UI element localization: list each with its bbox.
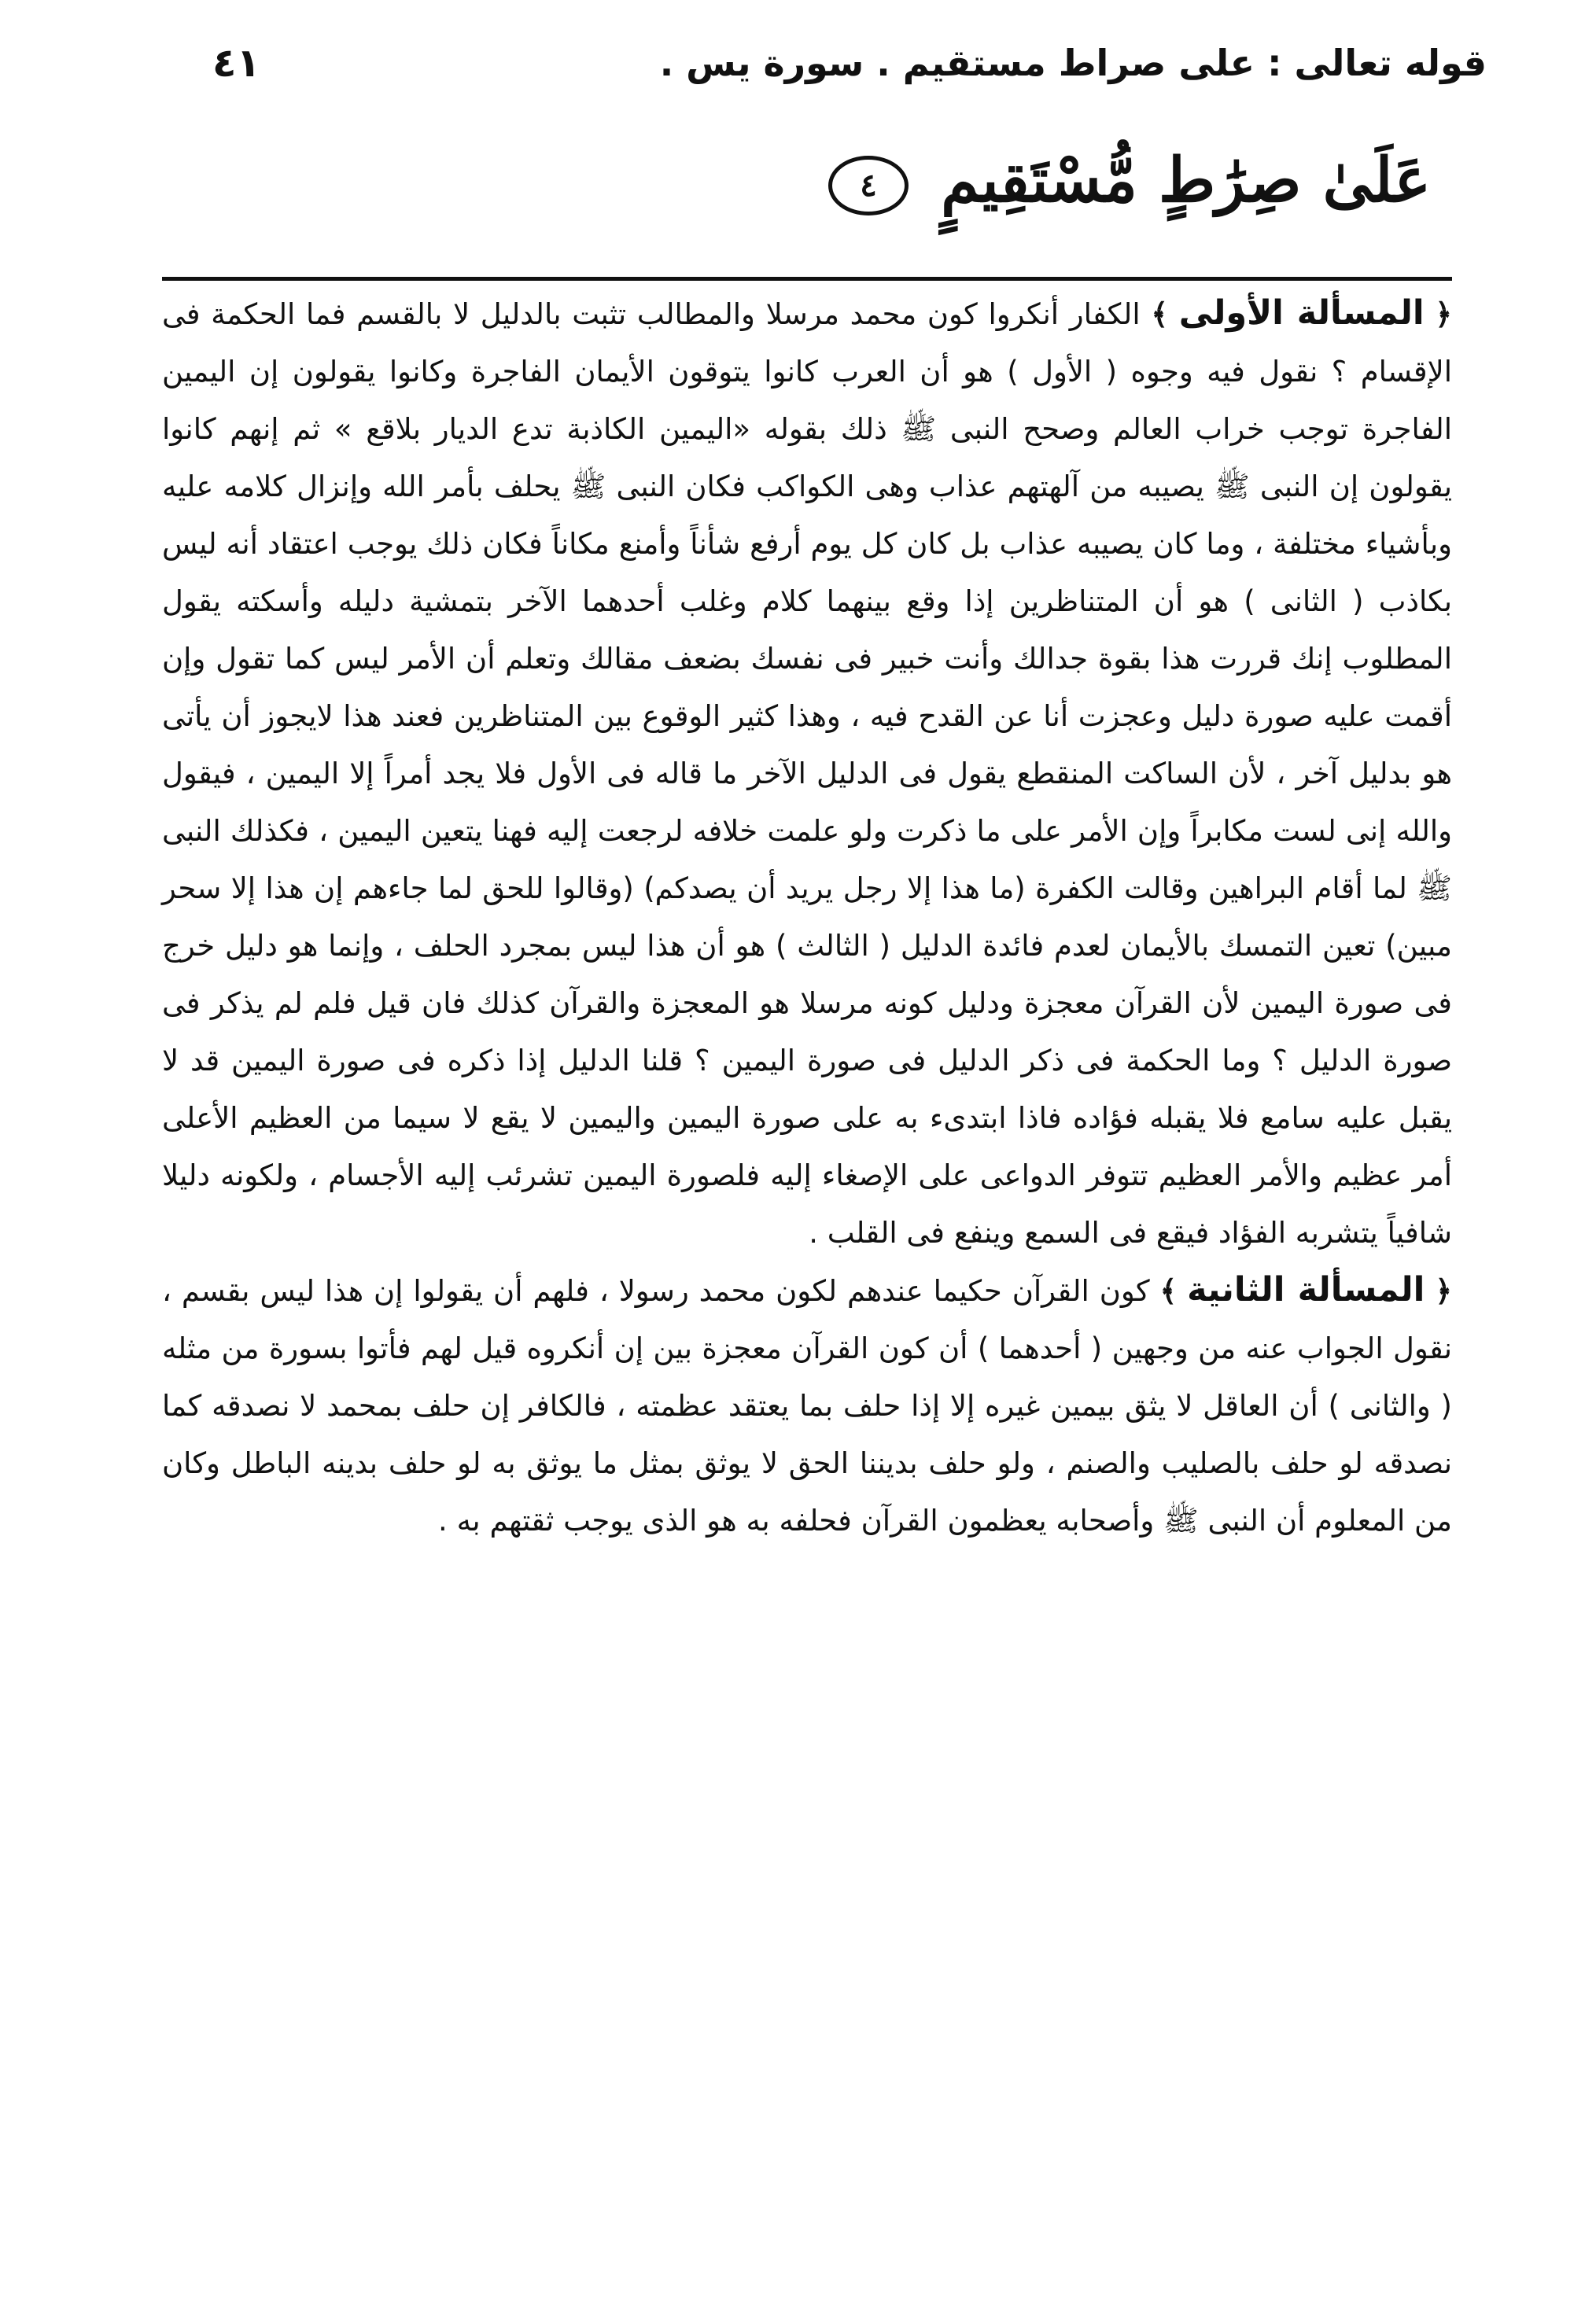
header-title: قوله تعالى : على صراط مستقيم . سورة يس .: [659, 42, 1487, 84]
verse-number: ٤: [860, 166, 877, 204]
ornate-bracket-open: ﴿: [1435, 297, 1453, 331]
paragraph-text: كون القرآن حكيما عندهم لكون محمد رسولا ، فلهم أن يقولوا إن هذا ليس بقسم ، نقول الجواب عنه من وجهين ( أحدهما ) أن كون القرآن معجزة بين إن أنكروه قيل لهم فأتوا بسورة من مثله ( والثانى ) أن العاقل لا يثق بيمين غيره إلا إذا حلف بما يعتقد عظمته ، فالكافر إن حلف بمحمد لا نصدقه كما نصدقه لو حلف بالصليب والصنم ، ولو حلف بديننا الحق لا يوثق بمثل ما يوثق به لو حلف بدينه الباطل وكان من المعلوم أن النبى ﷺ وأصحابه يعظمون القرآن فحلفه به هو الذى يوجب ثقتهم به .: [162, 1274, 1452, 1538]
paragraph-first-issue: [162, 285, 1452, 1261]
page-number: ٤١: [212, 40, 261, 86]
section-heading-first-issue: المسألة الأولى: [1178, 293, 1425, 333]
verse-number-marker: [828, 156, 909, 215]
verse-text: عَلَىٰ صِرَٰطٍ مُّسْتَقِيمٍ: [941, 145, 1431, 216]
ornate-bracket-close: ﴾: [1151, 297, 1169, 331]
horizontal-rule: [162, 277, 1452, 281]
running-header: [212, 31, 1487, 94]
section-heading-second-issue: المسألة الثانية: [1187, 1270, 1425, 1309]
paragraph-text: الكفار أنكروا كون محمد مرسلا والمطالب تثبت بالدليل لا بالقسم فما الحكمة فى الإقسام ؟ نقول فيه وجوه ( الأول ) هو أن العرب كانوا يتوقون الأيمان الفاجرة وكانوا يقولون إن اليمين الفاجرة توجب خراب العالم وصحح النبى ﷺ ذلك بقوله «اليمين الكاذبة تدع الديار بلاقع » ثم إنهم كانوا يقولون إن النبى ﷺ يصيبه من آلهتهم عذاب وهى الكواكب فكان النبى ﷺ يحلف بأمر الله وإنزال كلامه عليه وبأشياء مختلفة ، وما كان يصيبه عذاب بل كان كل يوم أرفع شأناً وأمنع مكاناً فكان ذلك يوجب اعتقاد أنه ليس بكاذب ( الثانى ) هو أن المتناظرين إذا وقع بينهما كلام وغلب أحدهما الآخر بتمشية دليله وأسكته يقول المطلوب إنك قررت هذا بقوة جدالك وأنت خبير فى نفسك بضعف مقالك وتعلم أن الأمر ليس كما تقول وإن أقمت عليه صورة دليل وعجزت أنا عن القدح فيه ، وهذا كثير الوقوع بين المتناظرين فعند هذا لايجوز أن يأتى هو بدليل آخر ، لأن الساكت المنقطع يقول فى الدليل الآخر ما قاله فى الأول فلا يجد أمراً إلا اليمين ، فيقول والله إنى لست مكابراً وإن الأمر على ما ذكرت ولو علمت خلافه لرجعت إليه فهنا يتعين اليمين ، فكذلك النبى ﷺ لما أقام البراهين وقالت الكفرة (ما هذا إلا رجل يريد أن يصدكم) (وقالوا للحق لما جاءهم إن هذا إلا سحر مبين) تعين التمسك بالأيمان لعدم فائدة الدليل ( الثالث ) هو أن هذا ليس بمجرد الحلف ، وإنما هو دليل خرج فى صورة اليمين لأن القرآن معجزة ودليل كونه مرسلا هو المعجزة والقرآن كذلك فان قيل فلم لم يذكر فى صورة الدليل ؟ وما الحكمة فى ذكر الدليل فى صورة اليمين ؟ قلنا الدليل إذا ذكره فى صورة اليمين قد لا يقبل عليه سامع فلا يقبله فؤاده فاذا ابتدىء به على صورة اليمين واليمين لا يقع لا سيما من العظيم الأعلى أمر عظيم والأمر العظيم تتوفر الدواعى على الإصغاء إليه فلصورة اليمين تشرئب إليه الأجسام ، ولكونه دليلا شافياً يتشربه الفؤاد فيقع فى السمع وينفع فى القلب .: [162, 297, 1452, 1250]
paragraph-second-issue: [162, 1261, 1452, 1549]
verse-heading: [828, 134, 1431, 228]
ornate-bracket-open: ﴿: [1435, 1274, 1453, 1308]
ornate-bracket-close: ﴾: [1159, 1274, 1178, 1308]
body-text: [162, 285, 1452, 1549]
